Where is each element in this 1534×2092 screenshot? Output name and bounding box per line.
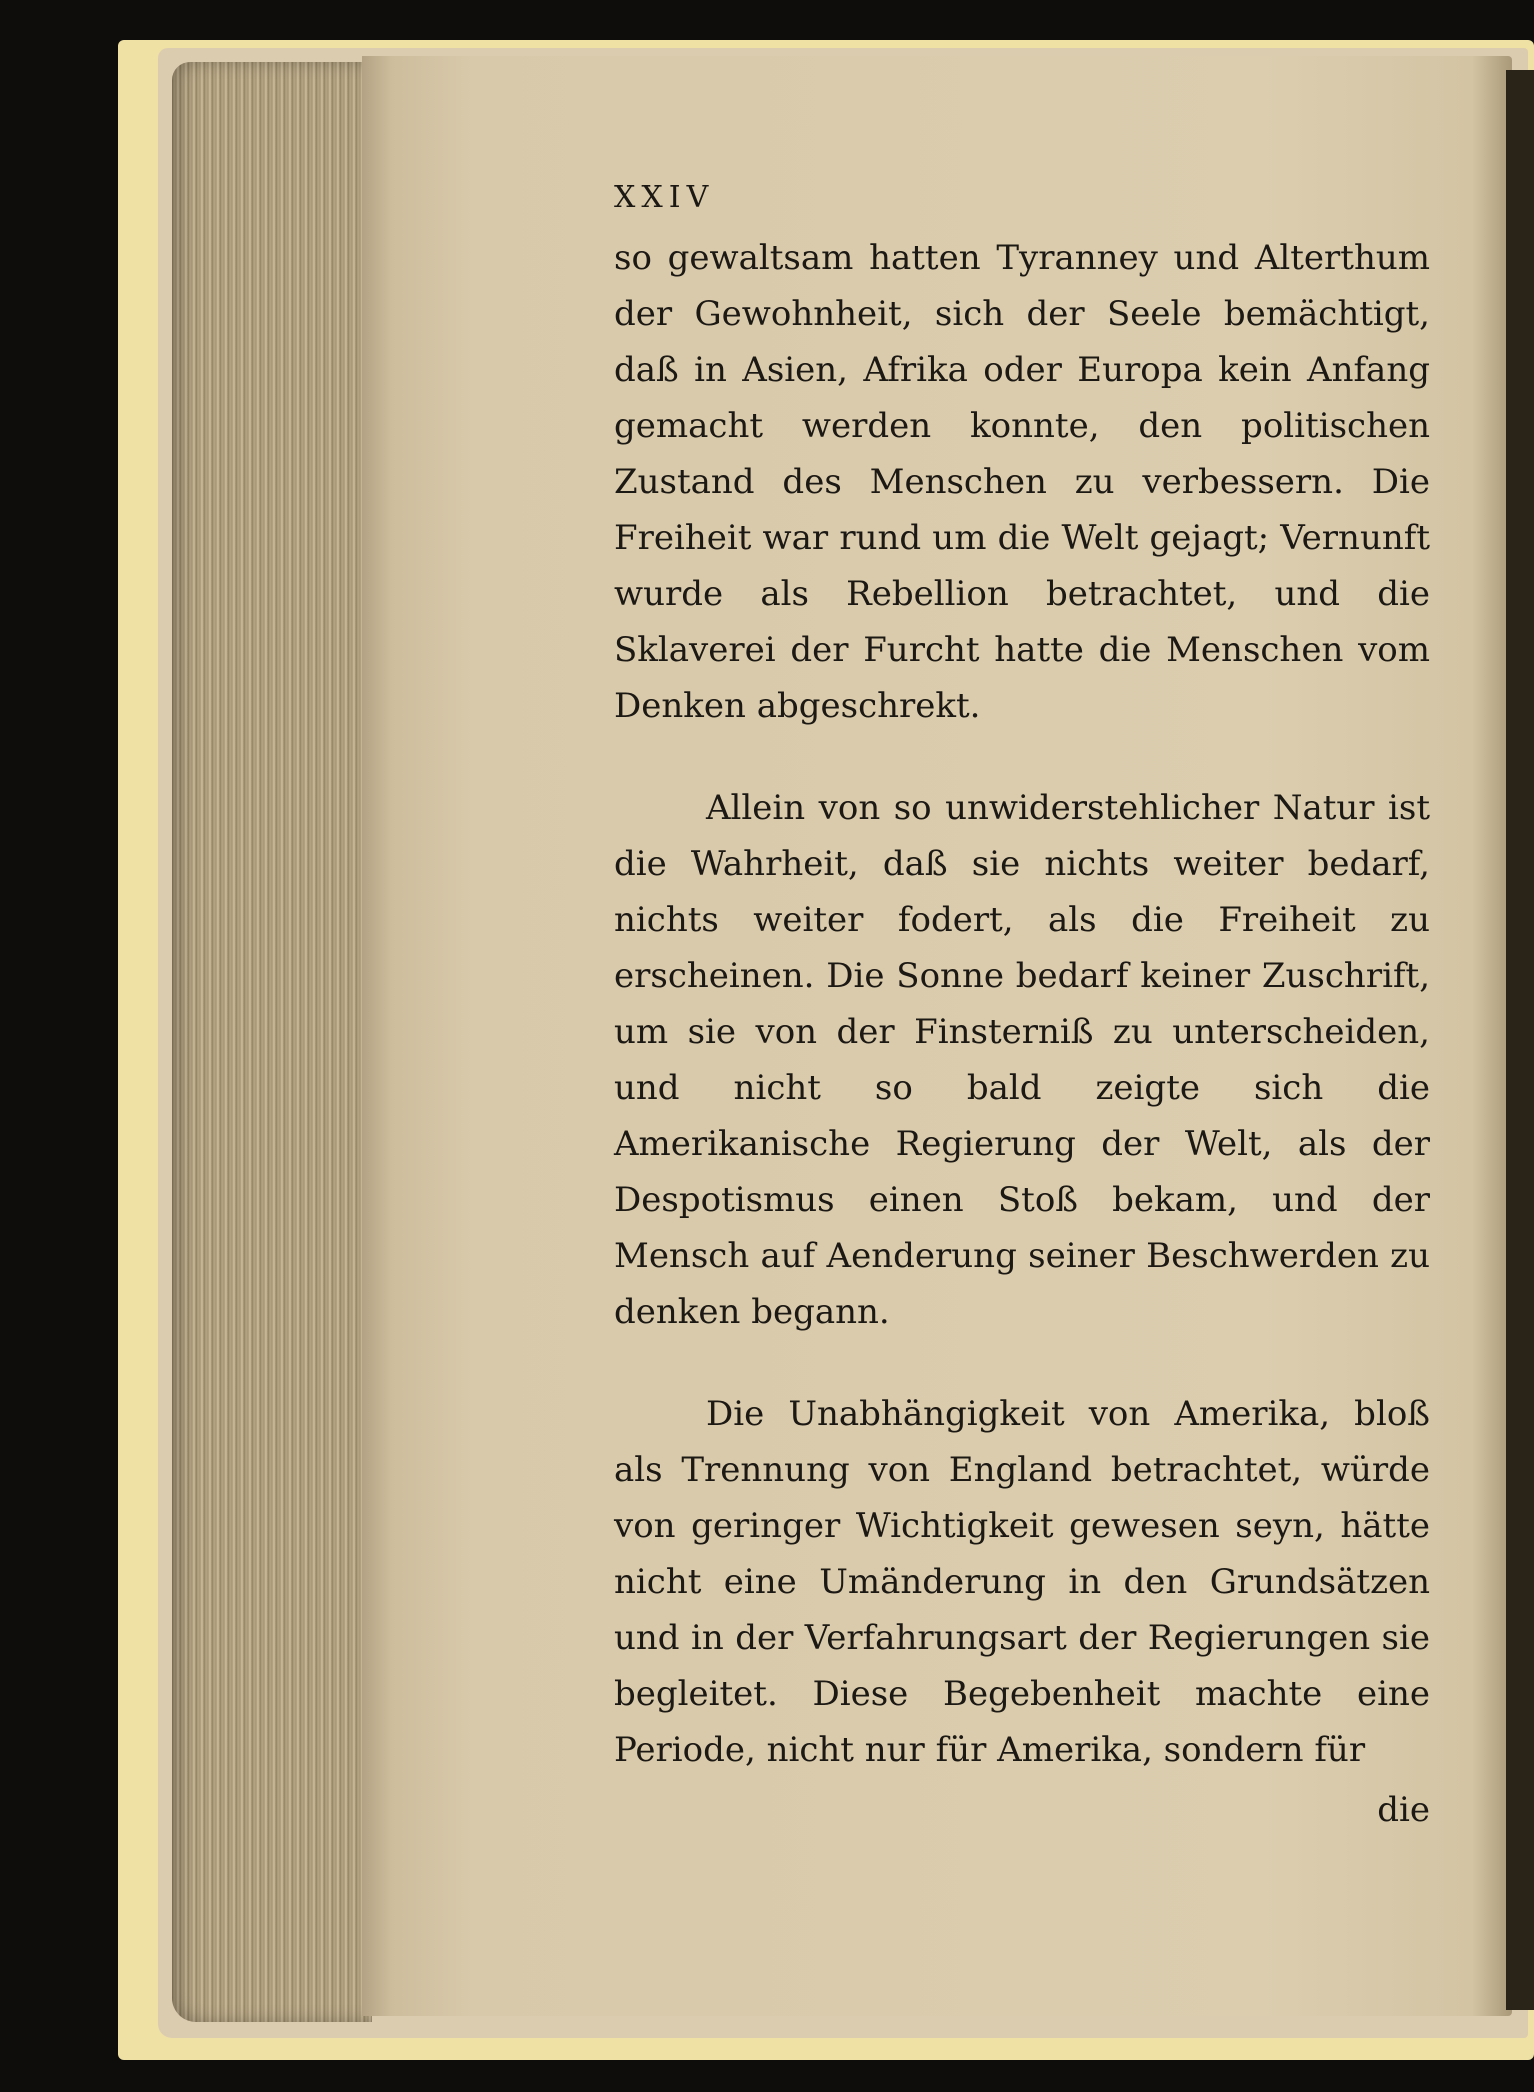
page-number: XXIV [614, 180, 715, 215]
page-edges [172, 62, 372, 2022]
paragraph: so gewaltsam hatten Tyranney und Alterthum der Gewohnheit, sich der Seele bemächtigt, daß in Asien, Afrika oder Europa kein Anfang gemacht werden konnte, den politischen Zustand des Menschen zu verbessern. Die Freiheit war rund um die Welt gejagt; Vernunft wurde als Rebellion betrachtet, und die Sklaverei der Furcht hatte die Menschen vom Denken abgeschrekt. [614, 238, 1430, 726]
page-text [614, 180, 1430, 1838]
paragraph: Die Unabhängigkeit von Amerika, bloß als Trennung von England betrachtet, würde von geringer Wichtigkeit gewesen seyn, hätte nicht eine Umänderung in den Grundsätzen und in der Verfahrungsart der Regierungen sie begleitet. Diese Begebenheit machte eine Periode, nicht nur für Amerika, sondern für [614, 1394, 1430, 1770]
facing-page-edge [1506, 70, 1534, 2010]
paragraph: Allein von so unwiderstehlicher Natur ist die Wahrheit, daß sie nichts weiter bedarf, nichts weiter fodert, als die Freiheit zu erscheinen. Die Sonne bedarf keiner Zuschrift, um sie von der Finsterniß zu unterscheiden, und nicht so bald zeigte sich die Amerikanische Regierung der Welt, als der Despotismus einen Stoß bekam, und der Mensch auf Aenderung seiner Beschwerden zu denken begann. [614, 788, 1430, 1332]
catchword: die [1377, 1790, 1430, 1830]
